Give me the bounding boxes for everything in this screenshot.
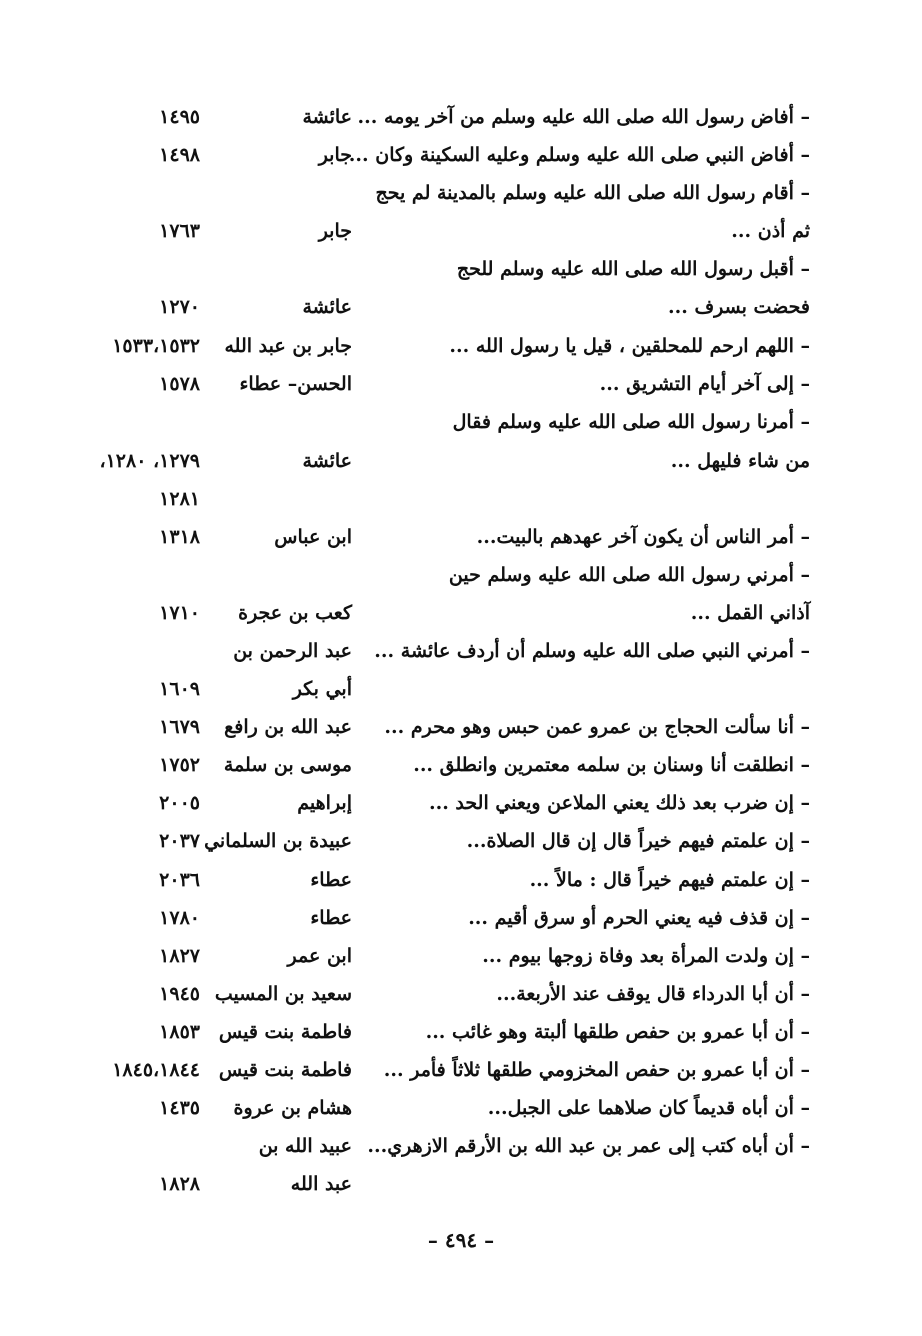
hadith-numbers: ١٣١٨ — [159, 526, 200, 548]
hadith-text: من شاء فليهل ... — [670, 450, 810, 472]
hadith-numbers: ١٨٤٥،١٨٤٤ — [112, 1059, 200, 1081]
hadith-numbers: ١٥٣٣،١٥٣٢ — [112, 335, 200, 357]
hadith-text: – أقام رسول الله صلى الله عليه وسلم بالمدينة لم يحج — [375, 182, 810, 204]
narrator: فاطمة بنت قيس — [218, 1021, 352, 1043]
narrator: جابر — [318, 220, 352, 242]
hadith-numbers: ١٧٨٠ — [159, 907, 200, 929]
narrator: عبد الله بن رافع — [224, 716, 352, 738]
hadith-text: – إن علمتم فيهم خيراً قال إن قال الصلاة... — [466, 830, 810, 852]
narrator: عبيد الله بن — [258, 1135, 352, 1157]
hadith-numbers: ٢٠٣٦ — [159, 869, 200, 891]
hadith-numbers — [0, 250, 200, 288]
hadith-text: – أمرنا رسول الله صلى الله عليه وسلم فقال — [452, 411, 810, 433]
narrator: جابر — [318, 144, 352, 166]
hadith-numbers: ١٨٢٨ — [159, 1173, 200, 1195]
hadith-numbers: ١٨٢٧ — [159, 945, 200, 967]
hadith-numbers: ١٢٧٩، ١٢٨٠، — [99, 450, 200, 472]
hadith-text: – أنا سألت الحجاج بن عمرو عمن حبس وهو محرم ... — [384, 716, 810, 738]
hadith-numbers — [0, 556, 200, 594]
narrator: عائشة — [302, 450, 352, 472]
narrator: عائشة — [302, 296, 352, 318]
hadith-text: – إن علمتم فيهم خيراً قال : مالاً ... — [529, 869, 810, 891]
hadith-numbers: ١٦٧٩ — [159, 716, 200, 738]
hadith-text: – أمرني رسول الله صلى الله عليه وسلم حين — [448, 564, 810, 586]
hadith-numbers: ١٤٩٨ — [159, 144, 200, 166]
hadith-text: فحضت بسرف ... — [668, 296, 810, 318]
narrator: إبراهيم — [297, 792, 352, 814]
hadith-text: – أمرني النبي صلى الله عليه وسلم أن أردف عائشة ... — [374, 640, 810, 662]
hadith-text: ثم أذن ... — [731, 220, 810, 242]
narrator: ابن عمر — [287, 945, 352, 967]
narrator: عبد الرحمن بن — [233, 640, 352, 662]
narrator: عطاء — [310, 869, 352, 891]
hadith-numbers — [0, 174, 200, 212]
hadith-text — [380, 670, 810, 708]
hadith-text: – انطلقت أنا وسنان بن سلمه معتمرين وانطلق ... — [413, 754, 810, 776]
hadith-text: – أفاض رسول الله صلى الله عليه وسلم من آخر يومه ... — [357, 106, 810, 128]
hadith-text: – أقبل رسول الله صلى الله عليه وسلم للحج — [456, 258, 810, 280]
hadith-text: – أفاض النبي صلى الله عليه وسلم وعليه السكينة وكان ... — [348, 144, 810, 166]
hadith-numbers: ١٨٥٣ — [159, 1021, 200, 1043]
narrator: عائشة — [302, 106, 352, 128]
hadith-numbers — [0, 403, 200, 441]
hadith-text: – أن أباه قديماً كان صلاهما على الجبل... — [487, 1097, 810, 1119]
hadith-numbers: ١٩٤٥ — [159, 983, 200, 1005]
hadith-text — [380, 480, 810, 518]
hadith-numbers: ١٥٧٨ — [159, 373, 200, 395]
hadith-numbers: ١٢٧٠ — [159, 296, 200, 318]
hadith-text: – إن ضرب بعد ذلك يعني الملاعن ويعني الحد ... — [428, 792, 810, 814]
hadith-numbers: ١٧٦٣ — [159, 220, 200, 242]
hadith-numbers: ٢٠٣٧ — [159, 830, 200, 852]
narrator: هشام بن عروة — [233, 1097, 352, 1119]
hadith-text: – أن أبا الدرداء قال يوقف عند الأربعة... — [496, 983, 810, 1005]
hadith-text: آذاني القمل ... — [690, 602, 810, 624]
narrator: الحسن– عطاء — [239, 373, 352, 395]
narrator: عبد الله — [290, 1173, 352, 1195]
hadith-text: – اللهم ارحم للمحلقين ، قيل يا رسول الله ... — [449, 335, 810, 357]
narrator: موسى بن سلمة — [223, 754, 352, 776]
narrator: جابر بن عبد الله — [224, 335, 352, 357]
hadith-text: – أن أباه كتب إلى عمر بن عبد الله بن الأرقم الازهري... — [367, 1135, 810, 1157]
hadith-numbers: ١٤٣٥ — [159, 1097, 200, 1119]
hadith-text: – أن أبا عمرو بن حفص المخزومي طلقها ثلاثاً فأمر ... — [383, 1059, 810, 1081]
hadith-text: – أمر الناس أن يكون آخر عهدهم بالبيت... — [476, 526, 810, 548]
hadith-numbers: ٢٠٠٥ — [159, 792, 200, 814]
narrator: أبي بكر — [292, 678, 352, 700]
hadith-text: – أن أبا عمرو بن حفص طلقها ألبتة وهو غائب ... — [425, 1021, 810, 1043]
narrator: ابن عباس — [274, 526, 352, 548]
narrator: فاطمة بنت قيس — [218, 1059, 352, 1081]
hadith-text: – إن ولدت المرأة بعد وفاة زوجها بيوم ... — [482, 945, 810, 967]
narrator: كعب بن عجرة — [238, 602, 352, 624]
hadith-numbers: ١٦٠٩ — [159, 678, 200, 700]
hadith-text: – إن قذف فيه يعني الحرم أو سرق أقيم ... — [468, 907, 810, 929]
hadith-numbers: ١٧١٠ — [159, 602, 200, 624]
hadith-numbers — [0, 632, 200, 670]
hadith-text: – إلى آخر أيام التشريق ... — [599, 373, 810, 395]
hadith-numbers: ١٤٩٥ — [159, 106, 200, 128]
hadith-numbers: ١٧٥٢ — [159, 754, 200, 776]
narrator: سعيد بن المسيب — [214, 983, 352, 1005]
hadith-numbers: ١٢٨١ — [159, 488, 200, 510]
narrator: عبيدة بن السلماني — [204, 830, 352, 852]
hadith-numbers — [0, 1127, 200, 1165]
narrator: عطاء — [310, 907, 352, 929]
hadith-text — [380, 1165, 810, 1203]
page-number: – ٤٩٤ – — [427, 1228, 495, 1252]
